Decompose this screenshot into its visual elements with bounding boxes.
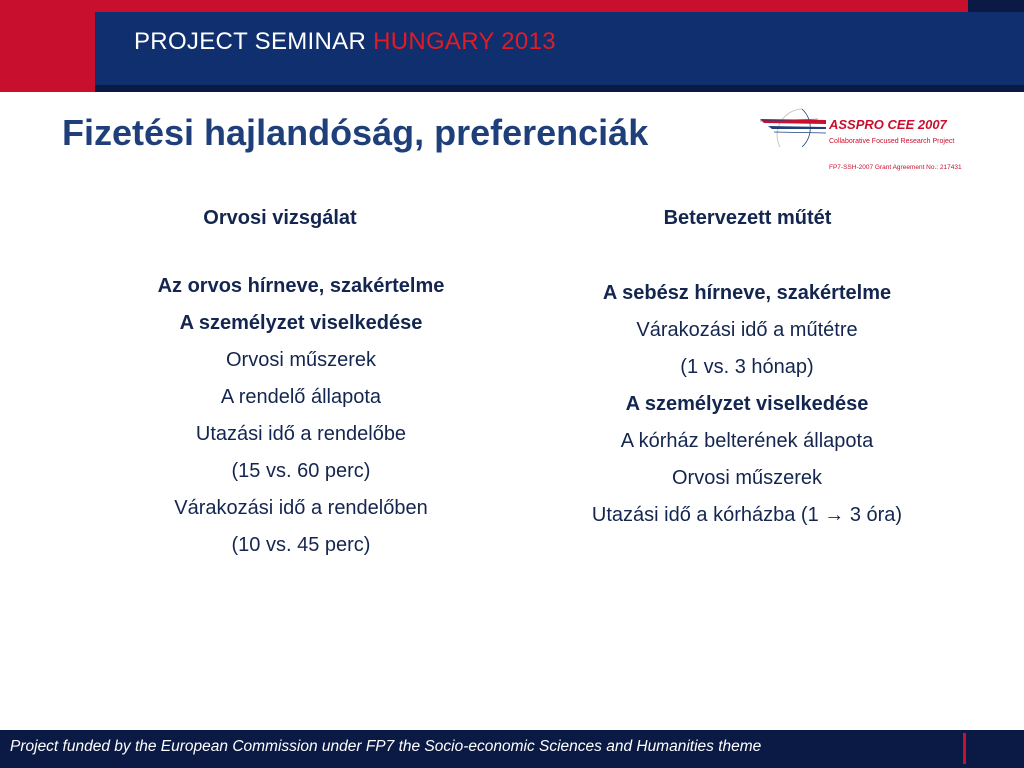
funding-notice: Project funded by the European Commission under FP7 the Socio-economic Sciences and Humanities theme xyxy=(10,738,762,755)
examination-attribute-list xyxy=(121,268,481,564)
list-item: Utazási idő a rendelőbe xyxy=(195,423,407,445)
footer-bar xyxy=(0,730,1024,768)
list-item: A kórház belterének állapota xyxy=(620,430,874,452)
footer-red-accent xyxy=(963,733,966,764)
list-item: Várakozási idő a műtétre xyxy=(636,319,858,341)
column-heading-surgery: Betervezett műtét xyxy=(663,207,832,229)
logo-subtitle: Collaborative Focused Research Project xyxy=(829,138,955,145)
logo-grant-number: FP7-SSH-2007 Grant Agreement No.: 217431 xyxy=(829,164,962,171)
list-item: Orvosi műszerek xyxy=(671,467,823,489)
logo-name: ASSPRO CEE 2007 xyxy=(829,117,947,132)
seminar-title-accent: HUNGARY 2013 xyxy=(373,28,556,55)
list-item: (1 vs. 3 hónap) xyxy=(680,356,814,378)
surgery-attribute-list xyxy=(547,275,947,534)
seminar-title xyxy=(134,28,556,56)
list-item: A személyzet viselkedése xyxy=(179,312,423,334)
list-item: A személyzet viselkedése xyxy=(625,393,869,415)
list-item: (15 vs. 60 perc) xyxy=(231,460,371,482)
banner-navy-bottom-edge xyxy=(95,85,1024,92)
list-item: Az orvos hírneve, szakértelme xyxy=(157,275,445,297)
seminar-title-prefix: PROJECT SEMINAR xyxy=(134,28,374,55)
page-title: Fizetési hajlandóság, preferenciák xyxy=(62,112,649,153)
list-item: A rendelő állapota xyxy=(220,386,382,408)
list-item: Utazási idő a kórházba (1 → 3 óra) xyxy=(591,504,903,526)
list-item: A sebész hírneve, szakértelme xyxy=(602,282,892,304)
list-item: Orvosi műszerek xyxy=(225,349,377,371)
list-item: (10 vs. 45 perc) xyxy=(231,534,371,556)
list-item: Várakozási idő a rendelőben xyxy=(174,497,428,519)
column-heading-examination: Orvosi vizsgálat xyxy=(203,207,357,229)
